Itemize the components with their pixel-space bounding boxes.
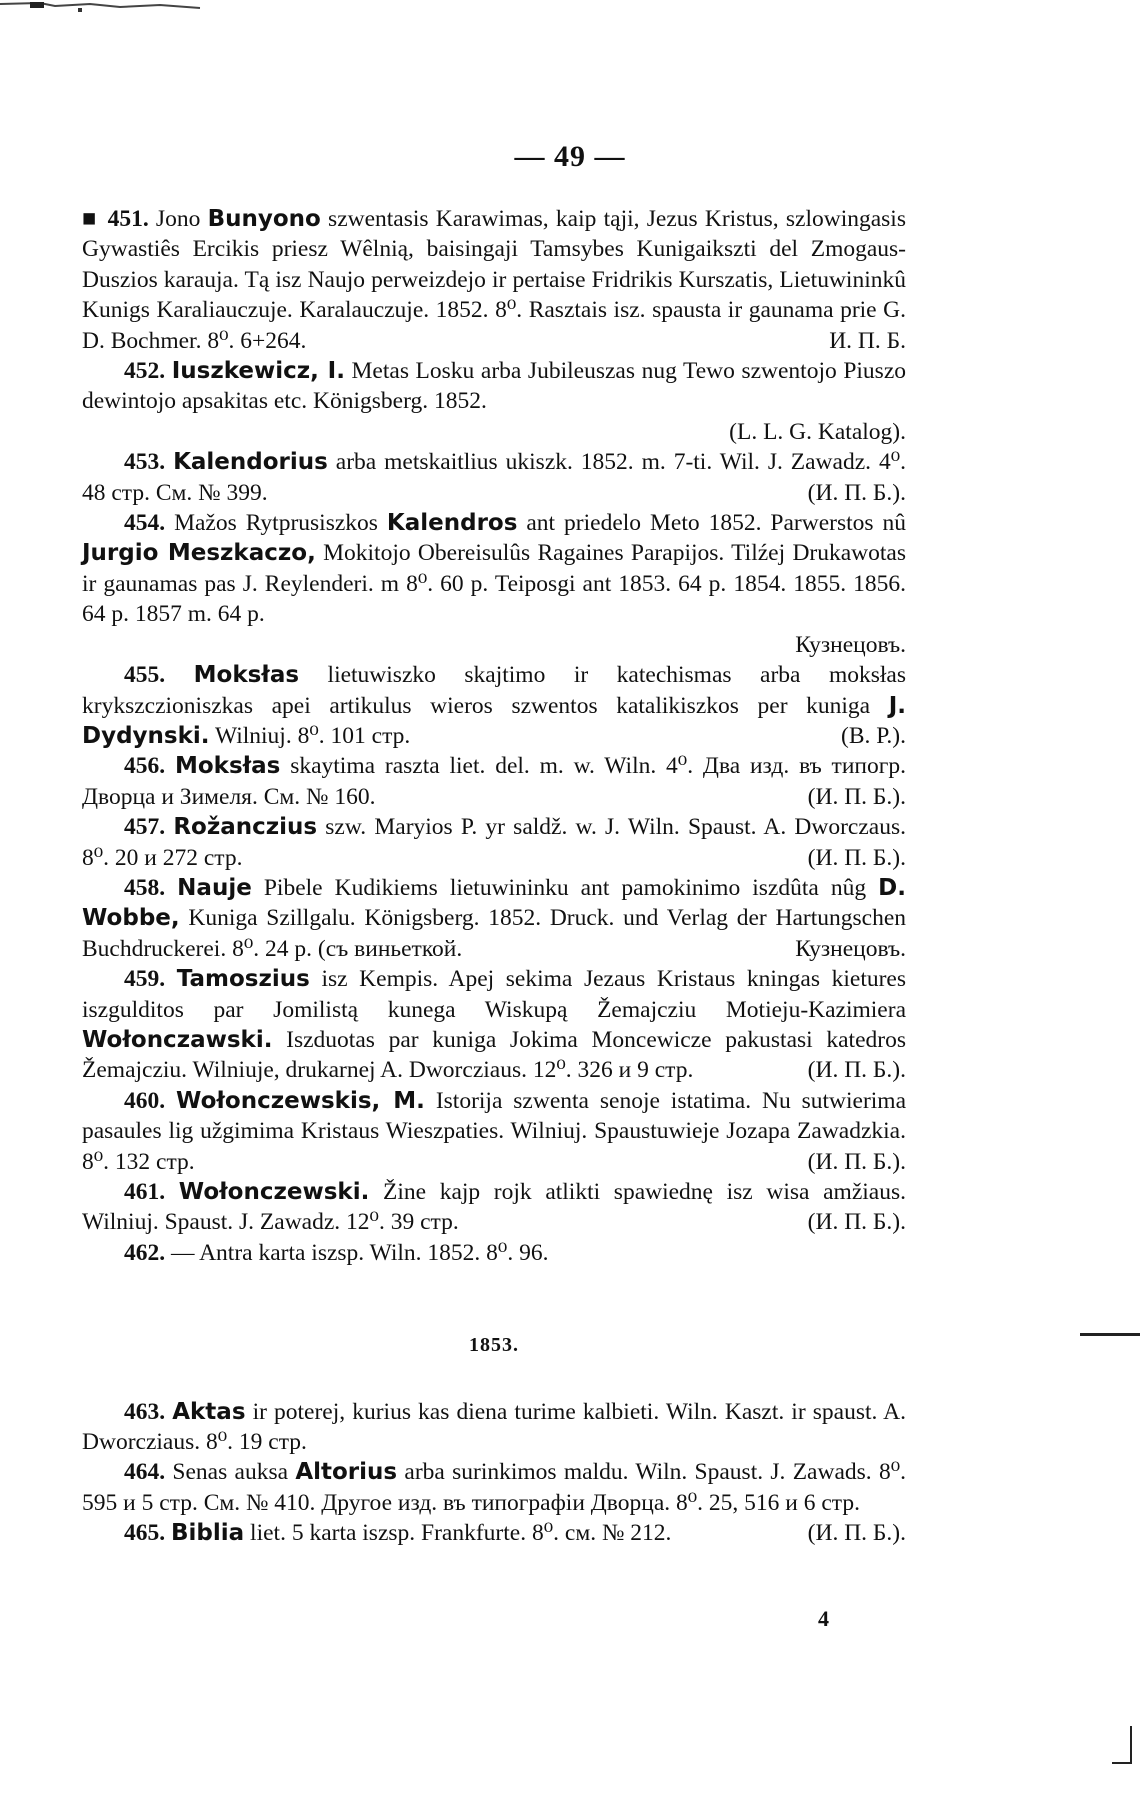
entry-text: Istorija szwenta senoje istatima. Nu sutwierima pasaules lig užgimima Kristaus Wieszpaties. Wilniuj. Spaustuwieje Jozapa Zawadzkia. 8⁰. 132 стр. [82,1087,907,1175]
entry-title: Moksłas [193,662,300,689]
entry-text: Pibele Kudikiems lietuwininku ant pamokinimo iszdûta nûg [251,874,879,901]
crop-mark [1112,1726,1132,1764]
entry-title: Nauje [177,874,252,901]
entry-number: 453. [124,449,166,476]
entry-source: (L. L. G. Katalog). [729,418,906,445]
entry-number: 462. [124,1239,166,1266]
page-body [82,204,906,1549]
entry-number: 465. [124,1520,166,1547]
entry-lead: Senas auksa [165,1459,296,1486]
entry-461 [82,1177,906,1238]
year-heading: 1853. [469,1334,519,1357]
entry-number: 452. [124,358,166,385]
signature-mark: 4 [818,1606,829,1631]
entry-452 [82,356,906,447]
page-number: — 49 — [514,140,626,173]
entry-number: 461. [124,1179,166,1205]
entry-author: J. Dydynski. [82,692,906,749]
bullet-mark: ■ [82,206,98,232]
entry-author: Wołonczewskis, M. [176,1087,425,1114]
entry-465 [82,1518,906,1548]
entry-number: 455. [124,662,166,689]
entry-number: 457. [124,814,166,841]
entry-455 [82,660,906,751]
entry-source: (И. П. Б.). [807,844,906,871]
entry-459 [82,964,906,1086]
entry-text: skaytima raszta liet. del. m. w. Wiln. 4⁰. Два изд. въ типогр. Дворца и Зимеля. См. № 160. [82,753,906,810]
entry-text: szw. Maryios P. yr saldž. w. J. Wiln. Spaust. A. Dworczaus. 8⁰. 20 и 272 стр. [82,814,906,871]
entry-author: Jurgio Meszkaczo, [82,540,316,567]
entry-text: ir poterej, kurius kas diena turime kalbieti. Wiln. Kaszt. ir spaust. A. Dworcziaus. 8⁰. 19 стр. [82,1398,906,1456]
entry-source: (И. П. Б.). [807,479,906,506]
entry-title: Moksłas [174,753,281,780]
entry-463 [82,1397,906,1458]
entry-text: Žine kajp rojk atlikti spawiednę isz wisa amžiaus. Wilniuj. Spaust. J. Zawadz. 12⁰. 39 стр. [82,1179,906,1236]
entry-text-continued: Kuniga Szillgalu. Königsberg. 1852. Druck. und Verlag der Hartungschen Buchdruckerei. 8⁰. 24 p. (съ виньеткой. [82,905,906,962]
entry-text-continued: Mokitojo Obereisulûs Ragaines Parapijos. Tilźej Drukawotas ir gaunamas pas J. Reylenderi. m 8⁰. 60 p. Teiposgi ant 1853. 64 p. 1854. 1855. 1856. 64 p. 1857 m. 64 p. [82,540,906,628]
entry-number: 463. [124,1398,166,1425]
entry-author: Bunyono [207,206,321,232]
entry-454 [82,508,906,660]
entry-lead: Jono [148,206,208,232]
entry-author: Wołonczawski. [82,1026,273,1053]
entry-number: 460. [124,1087,166,1114]
entry-text: szwentasis Karawimas, kaip tąji, Jezus Kristus, szlowingasis Gywastiês Ercikis priesz Wêlnią, baisingaji Tamsybes Kunigaikszti del Zmogaus-Duszios karauja. Tą isz Naujo perweizdejo ir pertaise Fridrikis Kurszatis, Lietuwininkû Kunigs Karaliauczuje. Karalauczuje. 1852. 8⁰. Rasztais isz. spausta ir gaunama prie G. D. Bochmer. 8⁰. 6+264. [82,206,906,354]
entry-457 [82,812,906,873]
entry-source: Кузнецовъ. [795,631,906,658]
entry-text: arba metskaitlius ukiszk. 1852. m. 7-ti. Wil. J. Zawadz. 4⁰. 48 стр. См. № 399. [82,449,906,506]
entry-number: 464. [124,1459,166,1486]
entry-number: 456. [124,753,166,780]
entry-text: — Antra karta iszsp. Wiln. 1852. 8⁰. 96. [165,1239,549,1266]
entry-title: Tamoszius [176,966,310,993]
entry-462 [82,1238,906,1268]
entry-title: Biblia [171,1520,245,1547]
entry-text-continued: Wilniuj. 8⁰. 101 стр. [209,722,411,749]
entry-lead: Mažos Rytprusiszkos [165,510,387,537]
entry-451 [82,204,906,356]
entry-source: (И. П. Б.). [807,1520,906,1547]
entry-458 [82,873,906,964]
entry-number: 459. [124,966,166,993]
entry-text-continued: Iszduotas par kuniga Jokima Moncewicze pakustasi katedros Žemajcziu. Wilniuje, drukarnej A. Dworcziaus. 12⁰. 326 и 9 стр. [82,1026,906,1084]
entry-source: (И. П. Б.). [807,1209,906,1236]
entry-title: Altorius [295,1459,398,1486]
entry-456 [82,751,906,812]
entry-title: Kalendorius [173,449,328,476]
entry-source: Кузнецовъ. [795,935,906,962]
entry-number: 458. [124,874,166,901]
entry-title: Kalendros [386,510,518,537]
entry-source: (В. Р.). [841,722,906,749]
margin-rule [1080,1333,1140,1336]
entry-source: И. П. Б. [829,327,906,354]
entry-title: Aktas [172,1398,246,1425]
entry-text: liet. 5 karta iszsp. Frankfurte. 8⁰. см. № 212. [244,1520,672,1547]
entry-number: 451. [107,206,149,232]
entry-source: (И. П. Б.). [807,1148,906,1175]
entry-author: D. Wobbe, [82,874,906,932]
entry-453 [82,447,906,508]
entry-source: (И. П. Б.). [807,783,906,810]
entry-text: lietuwiszko skajtimo ir katechismas arba moksłas krykszczioniszkas apei artikulus wieros szwentos katalikiszkos per kuniga [82,662,906,719]
entry-text: isz Kempis. Apej sekima Jezaus Kristaus kningas kietures iszgulditos par Jomilistą kunega Wiskupą Žemajcziu Motieju-Kazimiera [82,966,907,1023]
entry-number: 454. [124,510,166,537]
entry-author: Wołonczewski. [178,1179,370,1205]
entry-author: Iuszkewicz, I. [171,358,345,385]
entry-text: arba surinkimos maldu. Wiln. Spaust. J. Zawads. 8⁰. 595 и 5 стр. См. № 410. Другое изд. въ типографіи Дворца. 8⁰. 25, 516 и 6 стр. [82,1459,906,1516]
entry-text: Metas Losku arba Jubileuszas nug Tewo szwentojo Piuszo dewintojo apsakitas etc. Königsberg. 1852. [82,358,907,415]
entry-title: Rožanczius [173,814,318,841]
entry-text: ant priedelo Meto 1852. Parwerstos nû [517,510,906,537]
scan-artifact [0,0,230,14]
entry-460 [82,1086,906,1177]
entry-source: (И. П. Б.). [807,1057,906,1084]
